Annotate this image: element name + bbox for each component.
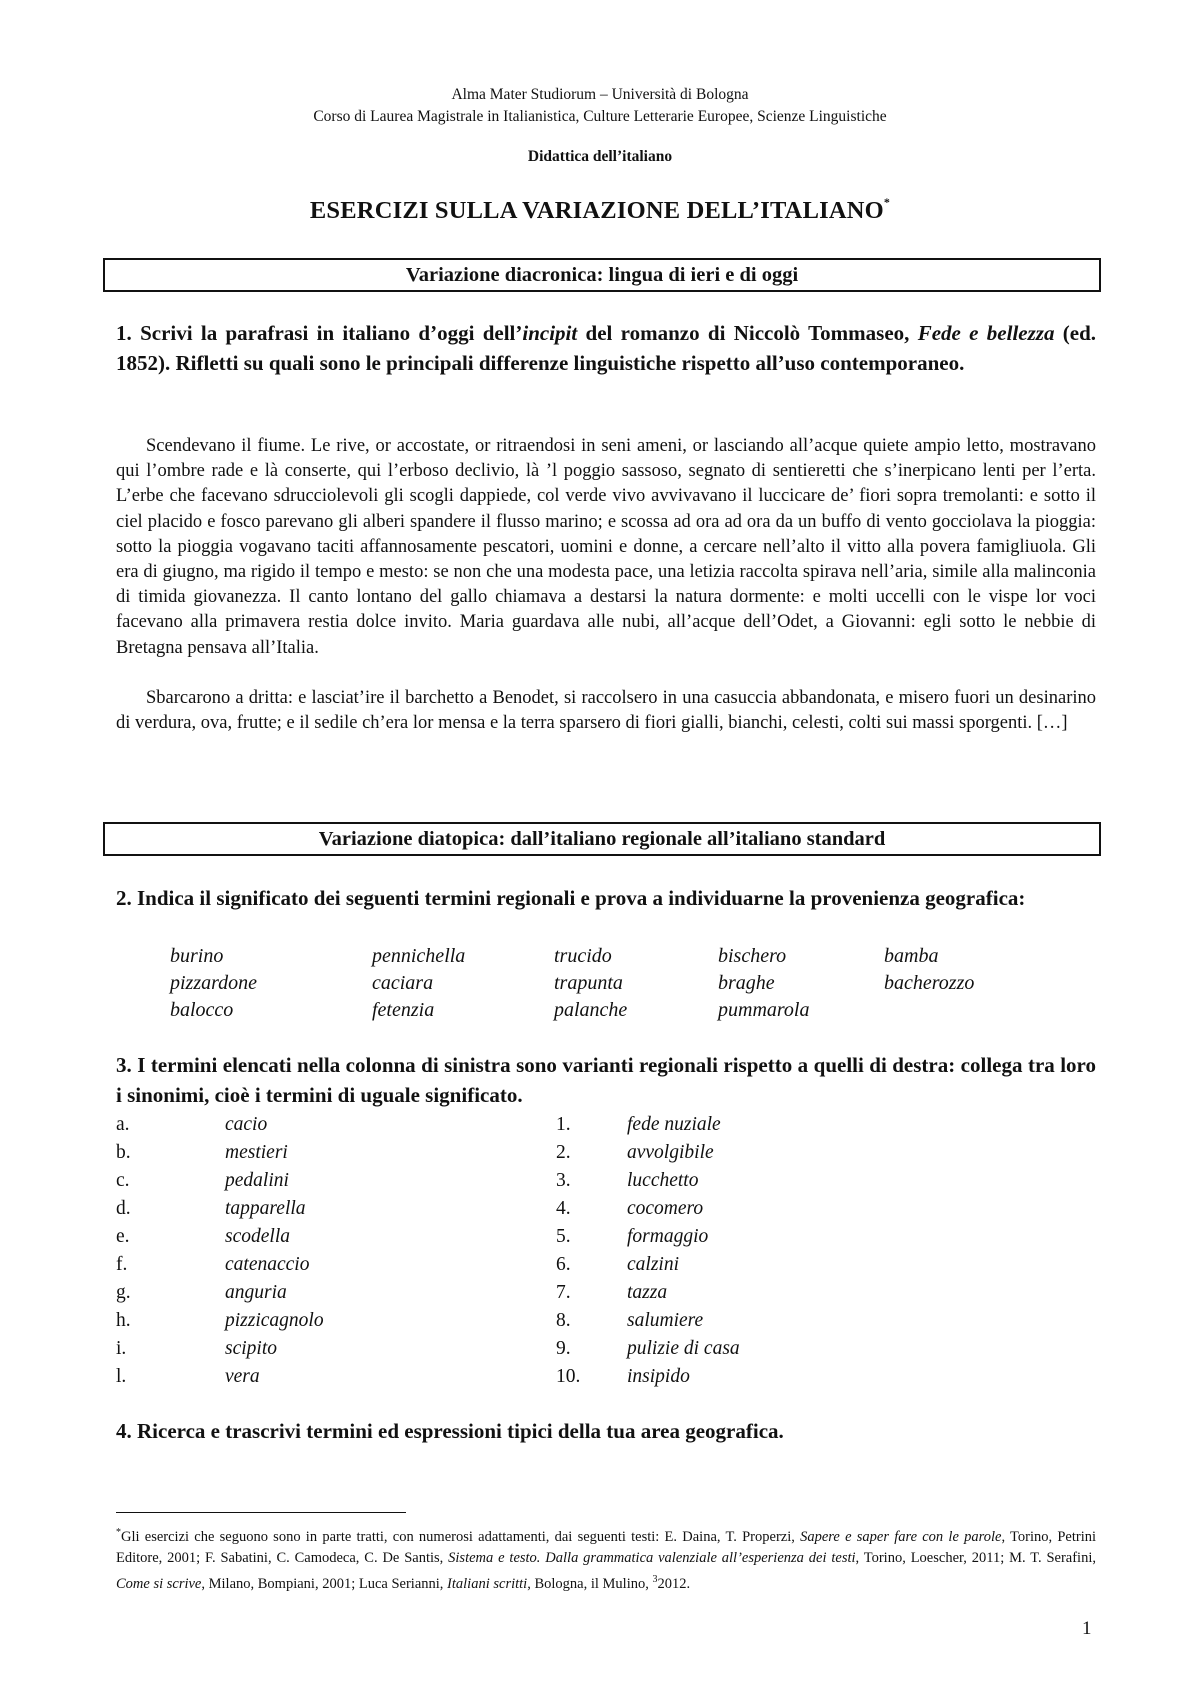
question-2-number: 2. — [116, 886, 132, 910]
regional-term: bischero — [718, 945, 787, 967]
question-2 — [116, 883, 1096, 913]
footnote-marker: * — [883, 195, 891, 209]
regional-term: bacherozzo — [884, 972, 975, 994]
left-label: h. — [116, 1310, 131, 1331]
regional-term: trapunta — [554, 972, 623, 994]
left-label: g. — [116, 1282, 131, 1303]
right-term: formaggio — [627, 1226, 709, 1247]
right-label: 10. — [556, 1366, 581, 1387]
right-label: 9. — [556, 1338, 571, 1359]
question-1-text-c: (ed. 1852). Rifletti su quali sono le principali differenze linguistiche rispetto all’uso contemporaneo. — [116, 321, 1096, 375]
left-label: c. — [116, 1170, 130, 1191]
right-term: tazza — [627, 1282, 668, 1303]
question-4 — [116, 1416, 1096, 1446]
page-title — [0, 197, 1200, 225]
tommaseo-passage-1 — [116, 434, 1096, 661]
right-label: 4. — [556, 1198, 571, 1219]
left-label: l. — [116, 1366, 127, 1387]
question-1-text-b: del romanzo di Niccolò Tommaseo, — [577, 321, 918, 345]
university-name: Alma Mater Studiorum – Università di Bologna — [451, 86, 749, 103]
right-term: insipido — [627, 1366, 690, 1387]
left-label: e. — [116, 1226, 130, 1247]
footnote-text-a: Gli esercizi che seguono sono in parte tratti, con numerosi adattamenti, dai seguenti testi: E. Daina, T. Properzi, — [121, 1528, 801, 1545]
right-label: 7. — [556, 1282, 571, 1303]
question-4-text: Ricerca e trascrivi termini ed espressioni tipici della tua area geografica. — [137, 1419, 784, 1443]
regional-term: braghe — [718, 972, 775, 994]
left-term: scodella — [225, 1226, 290, 1247]
footnote-edition: 3 — [652, 1573, 658, 1585]
title-text: ESERCIZI SULLA VARIAZIONE DELL’ITALIANO — [309, 197, 884, 224]
regional-term: pennichella — [372, 945, 466, 967]
left-term: vera — [225, 1366, 260, 1387]
footnote-title-b: Sistema e testo. Dalla grammatica valenziale all’esperienza dei testi — [448, 1549, 856, 1566]
footnote-year: 2012. — [657, 1575, 691, 1592]
left-term: mestieri — [225, 1142, 288, 1163]
degree-name: Corso di Laurea Magistrale in Italianistica, Culture Letterarie Europee, Scienze Linguistiche — [313, 108, 887, 125]
section-heading-diacronica: Variazione diacronica: lingua di ieri e di oggi — [103, 258, 1101, 292]
question-1-text-a: Scrivi la parafrasi in italiano d’oggi dell’ — [140, 321, 523, 345]
left-term: tapparella — [225, 1198, 306, 1219]
left-term: pedalini — [225, 1170, 289, 1191]
right-label: 5. — [556, 1226, 571, 1247]
footnote-title-c: Come si scrive — [116, 1575, 202, 1592]
right-term: calzini — [627, 1254, 679, 1275]
left-label: a. — [116, 1114, 130, 1135]
question-4-number: 4. — [116, 1419, 132, 1443]
footnote-divider — [116, 1512, 406, 1513]
right-term: lucchetto — [627, 1170, 699, 1191]
right-term: cocomero — [627, 1198, 704, 1219]
regional-term: pummarola — [718, 999, 810, 1021]
left-term: catenaccio — [225, 1254, 310, 1275]
right-term: avvolgibile — [627, 1142, 714, 1163]
right-term: salumiere — [627, 1310, 704, 1331]
regional-term: bamba — [884, 945, 939, 967]
question-1 — [116, 318, 1096, 378]
right-term: pulizie di casa — [627, 1338, 740, 1359]
regional-term: pizzardone — [170, 972, 258, 994]
question-1-number: 1. — [116, 321, 132, 345]
question-3-text: I termini elencati nella colonna di sinistra sono varianti regionali rispetto a quelli di destra: collega tra loro i sinonimi, cioè i termini di uguale significato. — [116, 1053, 1096, 1107]
regional-term: fetenzia — [372, 999, 435, 1021]
right-label: 2. — [556, 1142, 571, 1163]
tommaseo-passage-2 — [116, 686, 1096, 736]
regional-term: palanche — [554, 999, 628, 1021]
question-1-incipit: incipit — [522, 321, 578, 345]
left-term: anguria — [225, 1282, 287, 1303]
footnote-title-a: Sapere e saper fare con le parole — [800, 1528, 1002, 1545]
section-heading-diatopica: Variazione diatopica: dall’italiano regionale all’italiano standard — [103, 822, 1101, 856]
course-name: Didattica dell’italiano — [527, 148, 673, 165]
right-label: 8. — [556, 1310, 571, 1331]
left-term: cacio — [225, 1114, 268, 1135]
question-3 — [116, 1050, 1096, 1110]
right-term: fede nuziale — [627, 1114, 721, 1135]
right-label: 3. — [556, 1170, 571, 1191]
regional-term: burino — [170, 945, 224, 967]
footnote-text-e: , Bologna, il Mulino, — [527, 1575, 653, 1592]
regional-term: caciara — [372, 972, 434, 994]
left-label: i. — [116, 1338, 127, 1359]
footnote-mark: * — [116, 1527, 121, 1538]
footnote-text-d: , Milano, Bompiani, 2001; Luca Serianni, — [201, 1575, 448, 1592]
left-label: f. — [116, 1254, 128, 1275]
passage-paragraph-1: Scendevano il fiume. Le rive, or accostate, or ritraendosi in seni ameni, or lasciando all’acque quiete ampio letto, mostravano qui l’ombre rade e là conserte, qui l’erboso declivio, là ’l poggio sassoso, segnato di sentieretti che s’inerpicano lenti per l’erta. L’erbe che facevano sdrucciolevoli gli scogli dappiede, col verde vivo avvivavano il luccicare de’ fiori sopra tremolanti: e sotto il ciel placido e fosco parevano gli alberi spandere il flusso marino; e scossa ad ora ad ora da un buffo di vento gocciolava la pioggia: sotto la pioggia vogavano taciti affannosamente pescatori, uomini e donne, a cercare nell’alto il vitto alla povera famigliuola. Gli era di giugno, ma rigido il tempo e mesto: se non che una modesta pace, una letizia raccolta spirava nell’aria, simile alla malinconia di timida giovanezza. Il canto lontano del gallo chiamava a destarsi la natura dormente: e molti uccelli con le vispe lor voci facevano alla primavera restia dolce invito. Maria guardava alle nubi, all’acque dell’Odet, a Giovanni: egli sotto le nebbie di Bretagna pensava all’Italia. — [116, 436, 1096, 658]
left-label: b. — [116, 1142, 131, 1163]
footnote-text-c: , Torino, Loescher, 2011; M. T. Serafini, — [855, 1549, 1096, 1566]
regional-term: balocco — [170, 999, 234, 1021]
question-2-text: Indica il significato dei seguenti termini regionali e prova a individuarne la provenienza geografica: — [137, 886, 1026, 910]
passage-paragraph-2: Sbarcarono a dritta: e lasciat’ire il barchetto a Benodet, si raccolsero in una casuccia abbandonata, e misero fuori un desinarino di verdura, ova, frutte; e il sedile ch’era lor mensa e la terra sparsero di fiori gialli, bianchi, celesti, colti sui massi sporgenti. […] — [116, 688, 1096, 734]
page-number: 1 — [1082, 1618, 1092, 1639]
question-1-book-title: Fede e bellezza — [917, 321, 1055, 345]
left-term: scipito — [225, 1338, 277, 1359]
regional-term: trucido — [554, 945, 612, 967]
question-3-number: 3. — [116, 1053, 132, 1077]
right-label: 1. — [556, 1114, 571, 1135]
left-term: pizzicagnolo — [225, 1310, 324, 1331]
right-label: 6. — [556, 1254, 571, 1275]
footnote-text-b: , Torino, Petrini Editore, 2001; F. Sabatini, C. Camodeca, C. De Santis, — [116, 1528, 1097, 1566]
footnote-title-d: Italiani scritti — [447, 1575, 528, 1592]
left-label: d. — [116, 1198, 131, 1219]
footnote — [116, 1522, 1096, 1595]
